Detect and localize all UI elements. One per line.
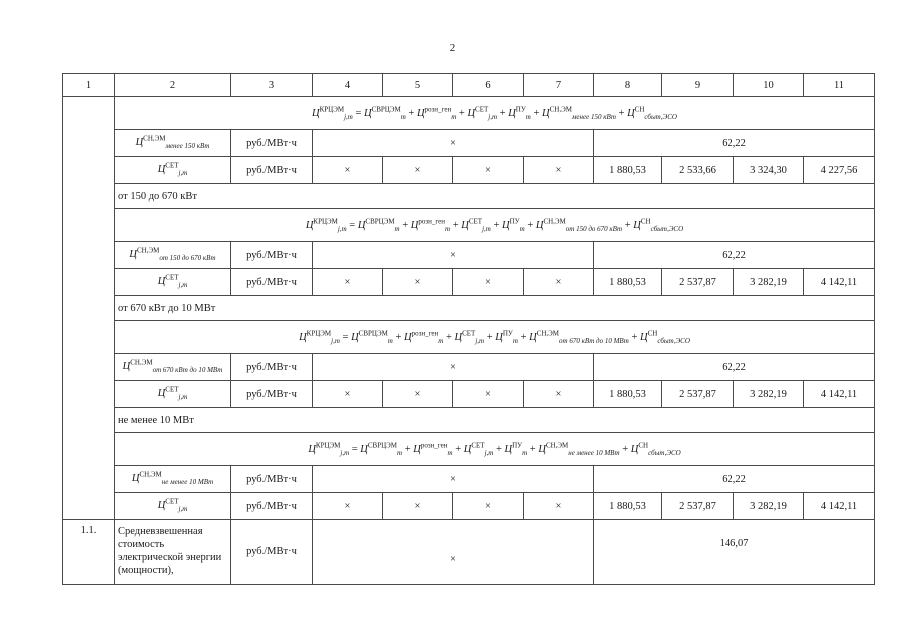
column-header: 5: [383, 74, 453, 97]
column-header: 4: [313, 74, 383, 97]
row-symbol: [115, 157, 231, 184]
value-cell: 2 537,87: [662, 269, 734, 296]
table-row: [63, 157, 875, 184]
formula-term: $Ц^{СН,ЭМ}_{от 670 кВт до 10 МВт}$: [529, 329, 629, 345]
formula-term: $Ц^{СН,ЭМ}_{менее 150 кВт}$: [542, 105, 616, 121]
cross-cell: ×: [383, 493, 453, 520]
value-cell: 3 282,19: [734, 381, 804, 408]
value-cell: 1 880,53: [594, 381, 662, 408]
value-cell: 2 537,87: [662, 493, 734, 520]
column-header: 7: [524, 74, 594, 97]
unit-cell: руб./МВт·ч: [231, 466, 313, 493]
value-cell: 1 880,53: [594, 269, 662, 296]
column-header: 10: [734, 74, 804, 97]
cross-cell: ×: [383, 381, 453, 408]
value-cell: [594, 520, 875, 585]
value-cell: 62,22: [594, 130, 875, 157]
formula: $Ц^{КРЦЭМ}_{j,m} = Ц^{СВРЦЭМ}_m + Ц^{розн\_ген}_m + Ц^{СЕТ}_{j,m} + Ц^{ПУ}_m + Ц^{СН,ЭМ}_{от 150 до 670 кВт} + Ц^{СН}_{сбыт,ЭСО}$: [115, 209, 875, 242]
cross-cell: ×: [524, 493, 594, 520]
cross-mark: ×: [450, 554, 456, 565]
unit-label: руб./МВт·ч: [246, 546, 297, 557]
formula-row: [63, 209, 875, 242]
column-header: 6: [453, 74, 524, 97]
formula-lhs: $Ц^{КРЦЭМ}_{j,m}$: [312, 105, 353, 121]
symbol: $Ц^{СН,ЭМ}_{от 670 кВт до 10 МВт}$: [122, 358, 223, 375]
formula: $Ц^{КРЦЭМ}_{j,m} = Ц^{СВРЦЭМ}_m + Ц^{розн\_ген}_m + Ц^{СЕТ}_{j,m} + Ц^{ПУ}_m + Ц^{СН,ЭМ}_{от 670 кВт до 10 МВт} + Ц^{СН}_{сбыт,ЭСО}$: [115, 321, 875, 354]
value-cell: 4 142,11: [804, 381, 875, 408]
voltage-group-row: [63, 184, 875, 209]
formula-lhs: $Ц^{КРЦЭМ}_{j,m}$: [305, 217, 347, 233]
formula-term: $Ц^{СН,ЭМ}_{от 150 до 670 кВт}$: [535, 217, 623, 233]
cross-cell: ×: [313, 493, 383, 520]
column-header: 2: [115, 74, 231, 97]
cross-cell: ×: [313, 354, 594, 381]
cross-cell: ×: [313, 269, 383, 296]
row-symbol: [115, 493, 231, 520]
value-cell: 1 880,53: [594, 157, 662, 184]
formula: $Ц^{КРЦЭМ}_{j,m} = Ц^{СВРЦЭМ}_m + Ц^{розн\_ген}_m + Ц^{СЕТ}_{j,m} + Ц^{ПУ}_m + Ц^{СН,ЭМ}_{менее 150 кВт} + Ц^{СН}_{сбыт,ЭСО}$: [115, 97, 875, 130]
summary-value: 146,07: [719, 538, 749, 549]
formula-term: $Ц^{СВРЦЭМ}_m$: [363, 105, 406, 121]
formula-row: [63, 321, 875, 354]
cross-cell: ×: [524, 269, 594, 296]
symbol: $Ц^{СН,ЭМ}_{не менее 10 МВт}$: [131, 470, 214, 487]
group-label: от 150 до 670 кВт: [115, 184, 875, 209]
cross-cell: ×: [383, 269, 453, 296]
formula-term: $Ц^{СН,ЭМ}_{не менее 10 МВт}$: [538, 441, 620, 457]
symbol: $Ц^{СЕТ}_{j,m}$: [157, 273, 188, 290]
column-header: 9: [662, 74, 734, 97]
unit-cell: [231, 520, 313, 585]
symbol: $Ц^{СН,ЭМ}_{менее 150 кВт}$: [135, 134, 210, 151]
row-symbol: [115, 242, 231, 269]
cross-cell: ×: [313, 157, 383, 184]
symbol: $Ц^{СЕТ}_{j,m}$: [157, 161, 188, 178]
value-cell: 3 324,30: [734, 157, 804, 184]
column-header: 11: [804, 74, 875, 97]
row-description: Средневзвешенная стоимость электрической энергии (мощности),: [118, 526, 222, 577]
column-header: 1: [63, 74, 115, 97]
voltage-group-row: [63, 296, 875, 321]
page-number: 2: [449, 42, 456, 54]
cross-cell: ×: [524, 157, 594, 184]
formula-term: $Ц^{розн\_ген}_m$: [410, 217, 451, 233]
cross-cell: ×: [453, 157, 524, 184]
voltage-group-row: [63, 408, 875, 433]
cross-cell: ×: [453, 381, 524, 408]
value-cell: 4 227,56: [804, 157, 875, 184]
value-cell: 2 533,66: [662, 157, 734, 184]
formula-term: $Ц^{ПУ}_m$: [502, 217, 525, 233]
row-symbol: [115, 269, 231, 296]
formula-term: $Ц^{СН}_{сбыт,ЭСО}$: [640, 329, 690, 345]
unit-cell: руб./МВт·ч: [231, 354, 313, 381]
formula-lhs: $Ц^{КРЦЭМ}_{j,m}$: [299, 329, 340, 345]
cross-cell: ×: [313, 242, 594, 269]
row-symbol: [115, 130, 231, 157]
unit-cell: руб./МВт·ч: [231, 381, 313, 408]
formula-term: $Ц^{розн\_ген}_m$: [413, 441, 453, 457]
formula: $Ц^{КРЦЭМ}_{j,m} = Ц^{СВРЦЭМ}_m + Ц^{розн\_ген}_m + Ц^{СЕТ}_{j,m} + Ц^{ПУ}_m + Ц^{СН,ЭМ}_{не менее 10 МВт} + Ц^{СН}_{сбыт,ЭСО}$: [115, 433, 875, 466]
row-symbol: [115, 354, 231, 381]
table-row: [63, 381, 875, 408]
value-cell: 62,22: [594, 242, 875, 269]
value-cell: 4 142,11: [804, 493, 875, 520]
cross-cell: ×: [313, 130, 594, 157]
cross-cell: ×: [453, 493, 524, 520]
formula-term: $Ц^{СН}_{сбыт,ЭСО}$: [633, 217, 684, 233]
table-row: [63, 466, 875, 493]
formula-term: $Ц^{розн\_ген}_m$: [416, 105, 457, 121]
value-cell: 62,22: [594, 354, 875, 381]
formula-term: $Ц^{СЕТ}_{j,m}$: [461, 217, 491, 233]
value-cell: 3 282,19: [734, 493, 804, 520]
cross-cell: ×: [383, 157, 453, 184]
cross-cell: [313, 520, 594, 585]
value-cell: 1 880,53: [594, 493, 662, 520]
description-cell: [115, 520, 231, 585]
formula-term: $Ц^{ПУ}_m$: [504, 441, 528, 457]
formula-term: $Ц^{СЕТ}_{j,m}$: [454, 329, 485, 345]
row-number-cell: [63, 97, 115, 520]
value-cell: 4 142,11: [804, 269, 875, 296]
cross-cell: ×: [524, 381, 594, 408]
formula-term: $Ц^{розн\_ген}_m$: [404, 329, 444, 345]
symbol: $Ц^{СН,ЭМ}_{от 150 до 670 кВт}$: [129, 246, 216, 263]
formula-row: [63, 97, 875, 130]
formula-term: $Ц^{ПУ}_m$: [508, 105, 531, 121]
cross-cell: ×: [313, 466, 594, 493]
formula-term: $Ц^{ПУ}_m$: [495, 329, 518, 345]
table-row: [63, 269, 875, 296]
column-header-row: [63, 74, 875, 97]
value-cell: 3 282,19: [734, 269, 804, 296]
symbol: $Ц^{СЕТ}_{j,m}$: [157, 497, 188, 514]
table-row: [63, 493, 875, 520]
summary-row: [63, 520, 875, 585]
column-header: 3: [231, 74, 313, 97]
value-cell: 2 537,87: [662, 381, 734, 408]
symbol: $Ц^{СЕТ}_{j,m}$: [157, 385, 188, 402]
group-label: от 670 кВт до 10 МВт: [115, 296, 875, 321]
column-header: 8: [594, 74, 662, 97]
unit-cell: руб./МВт·ч: [231, 493, 313, 520]
formula-term: $Ц^{СН}_{сбыт,ЭСО}$: [627, 105, 677, 121]
tariff-table: [62, 73, 875, 585]
formula-term: $Ц^{СВРЦЭМ}_m$: [360, 441, 403, 457]
group-label: не менее 10 МВт: [115, 408, 875, 433]
unit-cell: руб./МВт·ч: [231, 269, 313, 296]
cross-cell: ×: [313, 381, 383, 408]
formula-term: $Ц^{СН}_{сбыт,ЭСО}$: [630, 441, 681, 457]
formula-term: $Ц^{СВРЦЭМ}_m$: [357, 217, 400, 233]
row-number-cell: [63, 520, 115, 585]
formula-row: [63, 433, 875, 466]
unit-cell: руб./МВт·ч: [231, 130, 313, 157]
value-cell: 62,22: [594, 466, 875, 493]
cross-cell: ×: [453, 269, 524, 296]
formula-term: $Ц^{СЕТ}_{j,m}$: [463, 441, 494, 457]
row-symbol: [115, 466, 231, 493]
unit-cell: руб./МВт·ч: [231, 157, 313, 184]
row-number: 1.1.: [80, 525, 97, 536]
table-row: [63, 242, 875, 269]
formula-term: $Ц^{СЕТ}_{j,m}$: [467, 105, 498, 121]
formula-term: $Ц^{СВРЦЭМ}_m$: [351, 329, 393, 345]
table-row: [63, 130, 875, 157]
formula-lhs: $Ц^{КРЦЭМ}_{j,m}$: [308, 441, 350, 457]
row-symbol: [115, 381, 231, 408]
table-row: [63, 354, 875, 381]
unit-cell: руб./МВт·ч: [231, 242, 313, 269]
